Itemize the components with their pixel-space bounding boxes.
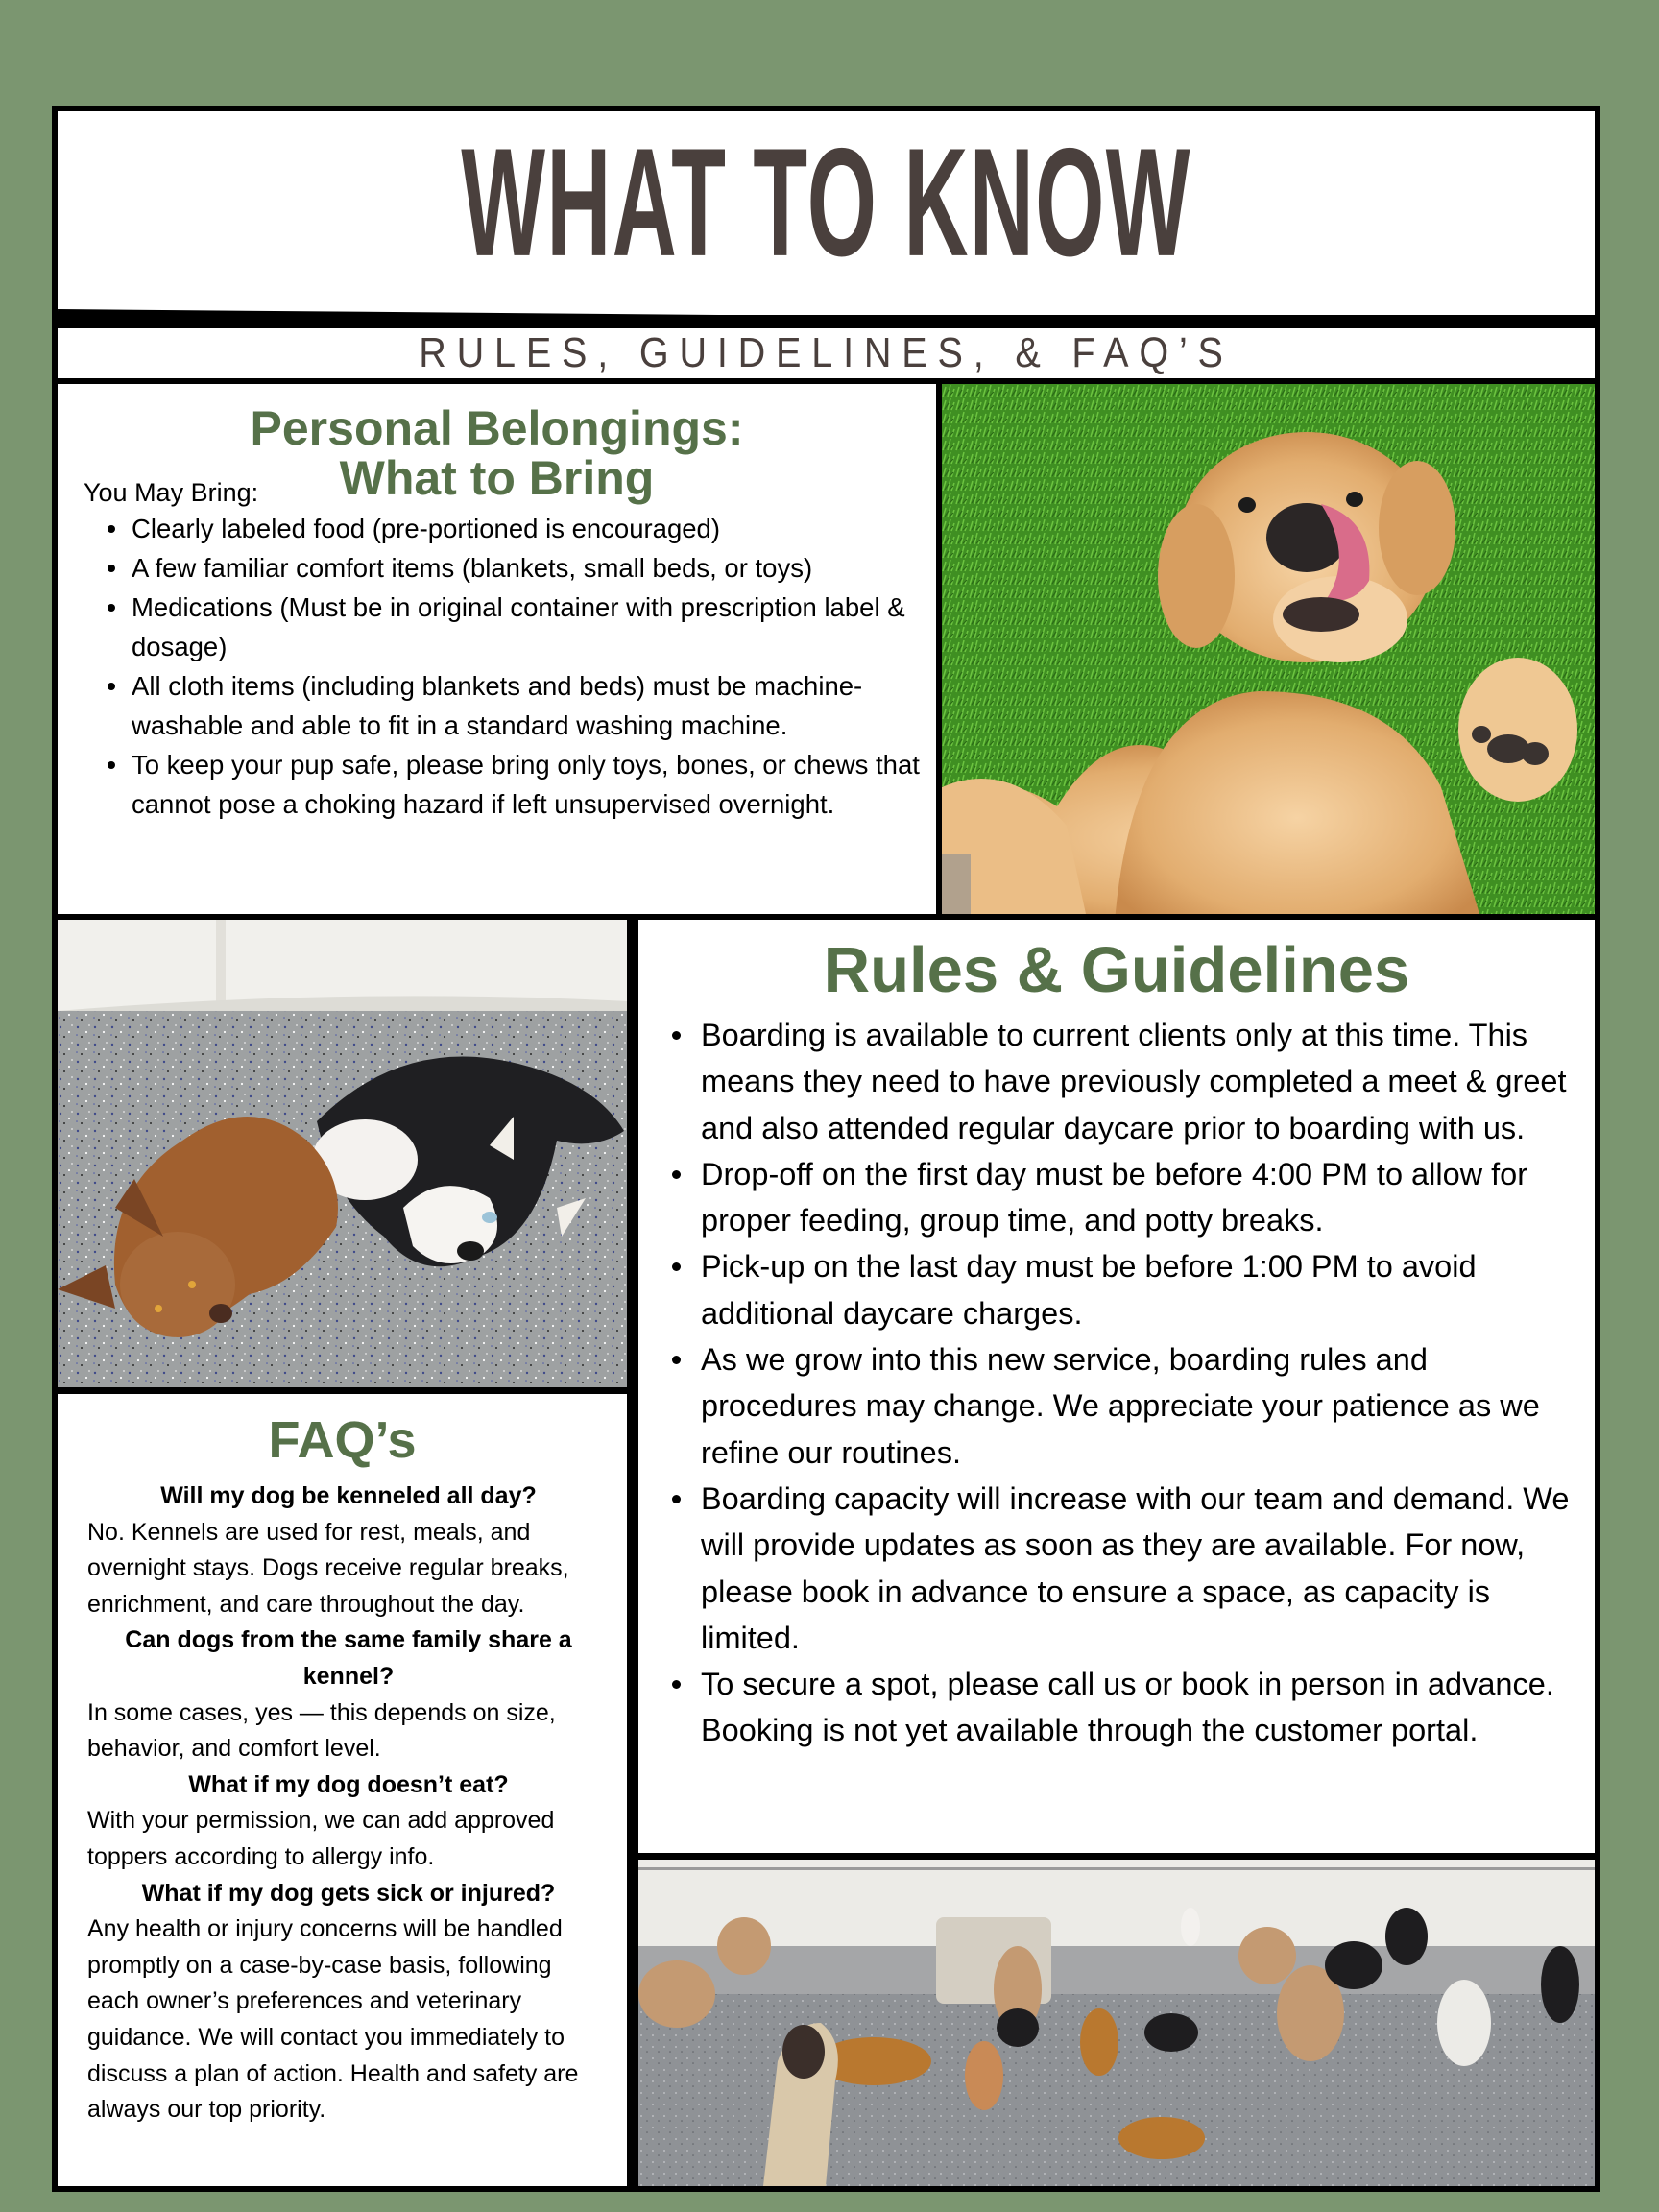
list-item: As we grow into this new service, boarding rules and procedures may change. We appreciate your patience as we refine our routines. [701, 1336, 1589, 1476]
faq-answer: In some cases, yes — this depends on size, behavior, and comfort level. [87, 1698, 556, 1763]
faq-answer: With your permission, we can add approved toppers according to allergy info. [87, 1807, 555, 1870]
group-of-dogs-photo [638, 1860, 1595, 2186]
husky-and-mix-image [58, 920, 627, 1387]
list-item: Clearly labeled food (pre-portioned is encouraged) [132, 509, 928, 548]
rules-list [638, 1012, 1589, 1754]
faq-question: Will my dog be kenneled all day? [160, 1482, 537, 1509]
faq-question: What if my dog gets sick or injured? [141, 1879, 556, 1907]
faq-list [87, 1479, 610, 2128]
faq-section [58, 1394, 627, 2186]
belongings-heading-line1: Personal Belongings: [250, 401, 744, 455]
flyer-frame [52, 106, 1600, 2192]
page-subtitle: RULES, GUIDELINES, & FAQ’S [419, 329, 1234, 376]
golden-retriever-photo [942, 384, 1595, 914]
group-of-dogs-image [638, 1860, 1595, 2186]
rules-section [638, 920, 1595, 1853]
list-item: Drop-off on the first day must be before 4:00 PM to allow for proper feeding, group time, and potty breaks. [701, 1151, 1589, 1244]
faq-question: Can dogs from the same family share a kennel? [125, 1626, 572, 1690]
belongings-list [84, 509, 928, 824]
list-item: Pick-up on the last day must be before 1:00 PM to avoid additional daycare charges. [701, 1243, 1589, 1336]
title-panel [58, 111, 1595, 315]
page-title: WHAT TO KNOW [461, 115, 1191, 289]
list-item: Boarding is available to current clients only at this time. This means they need to have previously completed a meet & greet and also attended regular daycare prior to boarding with us. [701, 1012, 1589, 1151]
belongings-section [58, 384, 936, 914]
list-item: A few familiar comfort items (blankets, small beds, or toys) [132, 548, 928, 588]
rules-heading: Rules & Guidelines [823, 934, 1410, 1006]
husky-and-mix-photo [58, 920, 627, 1387]
faq-answer: No. Kennels are used for rest, meals, and overnight stays. Dogs receive regular breaks, enrichment, and care throughout the day. [87, 1518, 569, 1618]
list-item: Medications (Must be in original container with prescription label & dosage) [132, 588, 928, 666]
list-item: Boarding capacity will increase with our team and demand. We will provide updates as soon as they are available. For now, please book in advance to ensure a space, as capacity is limited. [701, 1476, 1589, 1661]
list-item: All cloth items (including blankets and beds) must be machine-washable and able to fit in a standard washing machine. [132, 666, 928, 745]
faq-heading: FAQ’s [268, 1411, 417, 1469]
faq-answer: Any health or injury concerns will be handled promptly on a case-by-case basis, following each owner’s preferences and veterinary guidance. We will contact you immediately to discuss a plan of action. Health and safety are always our top priority. [87, 1915, 579, 2124]
golden-retriever-image [942, 384, 1595, 914]
subtitle-panel [58, 328, 1595, 378]
belongings-intro: You May Bring: [84, 478, 259, 507]
list-item: To keep your pup safe, please bring only toys, bones, or chews that cannot pose a choking hazard if left unsupervised overnight. [132, 745, 928, 824]
belongings-heading-line2: What to Bring [339, 451, 655, 505]
faq-question: What if my dog doesn’t eat? [188, 1770, 509, 1798]
list-item: To secure a spot, please call us or book in person in advance. Booking is not yet available through the customer portal. [701, 1661, 1589, 1754]
